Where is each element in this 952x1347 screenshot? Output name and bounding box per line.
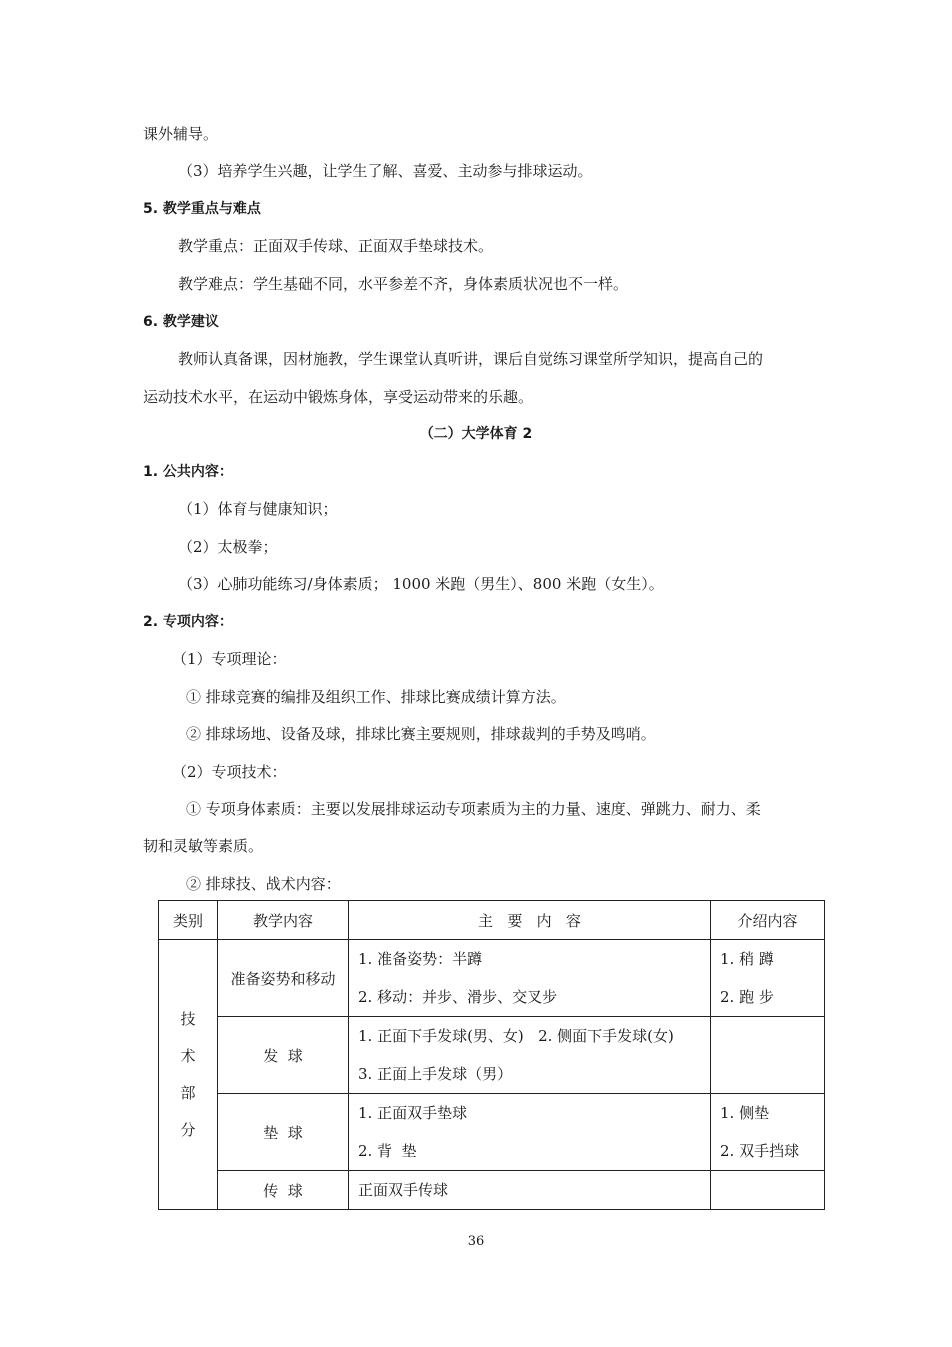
page-number: 36 — [467, 1234, 485, 1249]
text-line: 运动技术水平，在运动中锻炼身体，享受运动带来的乐趣。 — [143, 388, 534, 406]
text-line: 教学难点：学生基础不同，水平参差不齐，身体素质状况也不一样。 — [178, 275, 629, 293]
category-char: 技 — [180, 1009, 196, 1028]
category-char: 分 — [180, 1120, 196, 1139]
header-teaching-content: 教学内容 — [218, 901, 349, 940]
intro-line — [711, 1055, 824, 1093]
category-char: 部 — [180, 1083, 196, 1102]
heading-5: 5. 教学重点与难点 — [143, 201, 261, 217]
text-line: 课外辅导。 — [143, 125, 219, 143]
intro-cell — [711, 1017, 825, 1094]
heading-public: 1. 公共内容： — [143, 464, 233, 480]
intro-cell — [711, 940, 825, 1017]
text-line: ① 排球竞赛的编排及组织工作、排球比赛成绩计算方法。 — [186, 688, 566, 706]
table-row — [159, 940, 825, 1017]
main-content-cell — [349, 1017, 711, 1094]
intro-cell — [711, 1171, 825, 1210]
main-line: 1. 正面双手垫球 — [358, 1104, 468, 1122]
header-main-content: 主 要 内 容 — [349, 901, 711, 940]
intro-line: 1. 稍 蹲 — [720, 950, 774, 968]
intro-cell — [711, 1094, 825, 1171]
main-line: 2. 移动：并步、滑步、交叉步 — [358, 988, 558, 1006]
category-cell — [159, 940, 218, 1210]
text-line: ② 排球场地、设备及球，排球比赛主要规则，排球裁判的手势及鸣哨。 — [186, 725, 656, 743]
topic-cell: 发 球 — [218, 1017, 349, 1094]
text-line: （1）专项理论： — [172, 650, 287, 668]
heading-special: 2. 专项内容： — [143, 614, 233, 630]
text-line: （1）体育与健康知识； — [178, 500, 338, 518]
intro-line: 2. 双手挡球 — [720, 1142, 800, 1160]
main-content-cell — [349, 1171, 711, 1210]
text-line: 教学重点：正面双手传球、正面双手垫球技术。 — [178, 237, 494, 255]
topic-cell: 传 球 — [218, 1171, 349, 1210]
text-line: （3）培养学生兴趣，让学生了解、喜爱、主动参与排球运动。 — [178, 162, 593, 180]
heading-6: 6. 教学建议 — [143, 314, 219, 330]
text-line: 韧和灵敏等素质。 — [143, 837, 264, 855]
text-line: ② 排球技、战术内容： — [186, 875, 341, 893]
topic-cell: 垫 球 — [218, 1094, 349, 1171]
main-line: 2. 背 垫 — [358, 1142, 417, 1160]
topic-cell: 准备姿势和移动 — [218, 940, 349, 1017]
category-char: 术 — [180, 1046, 196, 1065]
text-line: ① 专项身体素质：主要以发展排球运动专项素质为主的力量、速度、弹跳力、耐力、柔 — [186, 800, 761, 818]
main-line: 1. 正面下手发球(男、女) 2. 侧面下手发球(女) — [358, 1027, 674, 1045]
table-row — [159, 1171, 825, 1210]
intro-line: 1. 侧垫 — [720, 1104, 770, 1122]
intro-line: 2. 跑 步 — [720, 988, 774, 1006]
main-line: 3. 正面上手发球（男） — [358, 1065, 513, 1083]
intro-line — [711, 1017, 824, 1055]
text-line: 教师认真备课，因材施教，学生课堂认真听讲，课后自觉练习课堂所学知识，提高自己的 — [178, 350, 764, 368]
volleyball-content-table — [158, 900, 825, 1210]
section-title: （二）大学体育 2 — [419, 426, 533, 442]
main-content-cell — [349, 1094, 711, 1171]
main-content-cell — [349, 940, 711, 1017]
header-category: 类别 — [159, 901, 218, 940]
text-line: （2）太极拳； — [178, 538, 278, 556]
table-row — [159, 1017, 825, 1094]
text-line: （2）专项技术： — [172, 763, 287, 781]
text-line: （3）心肺功能练习/身体素质； 1000 米跑（男生）、800 米跑（女生）。 — [178, 575, 664, 593]
table-row — [159, 1094, 825, 1171]
main-line: 1. 准备姿势：半蹲 — [358, 950, 483, 968]
main-line: 正面双手传球 — [358, 1181, 449, 1199]
table-header-row — [159, 901, 825, 940]
header-intro-content: 介绍内容 — [711, 901, 825, 940]
